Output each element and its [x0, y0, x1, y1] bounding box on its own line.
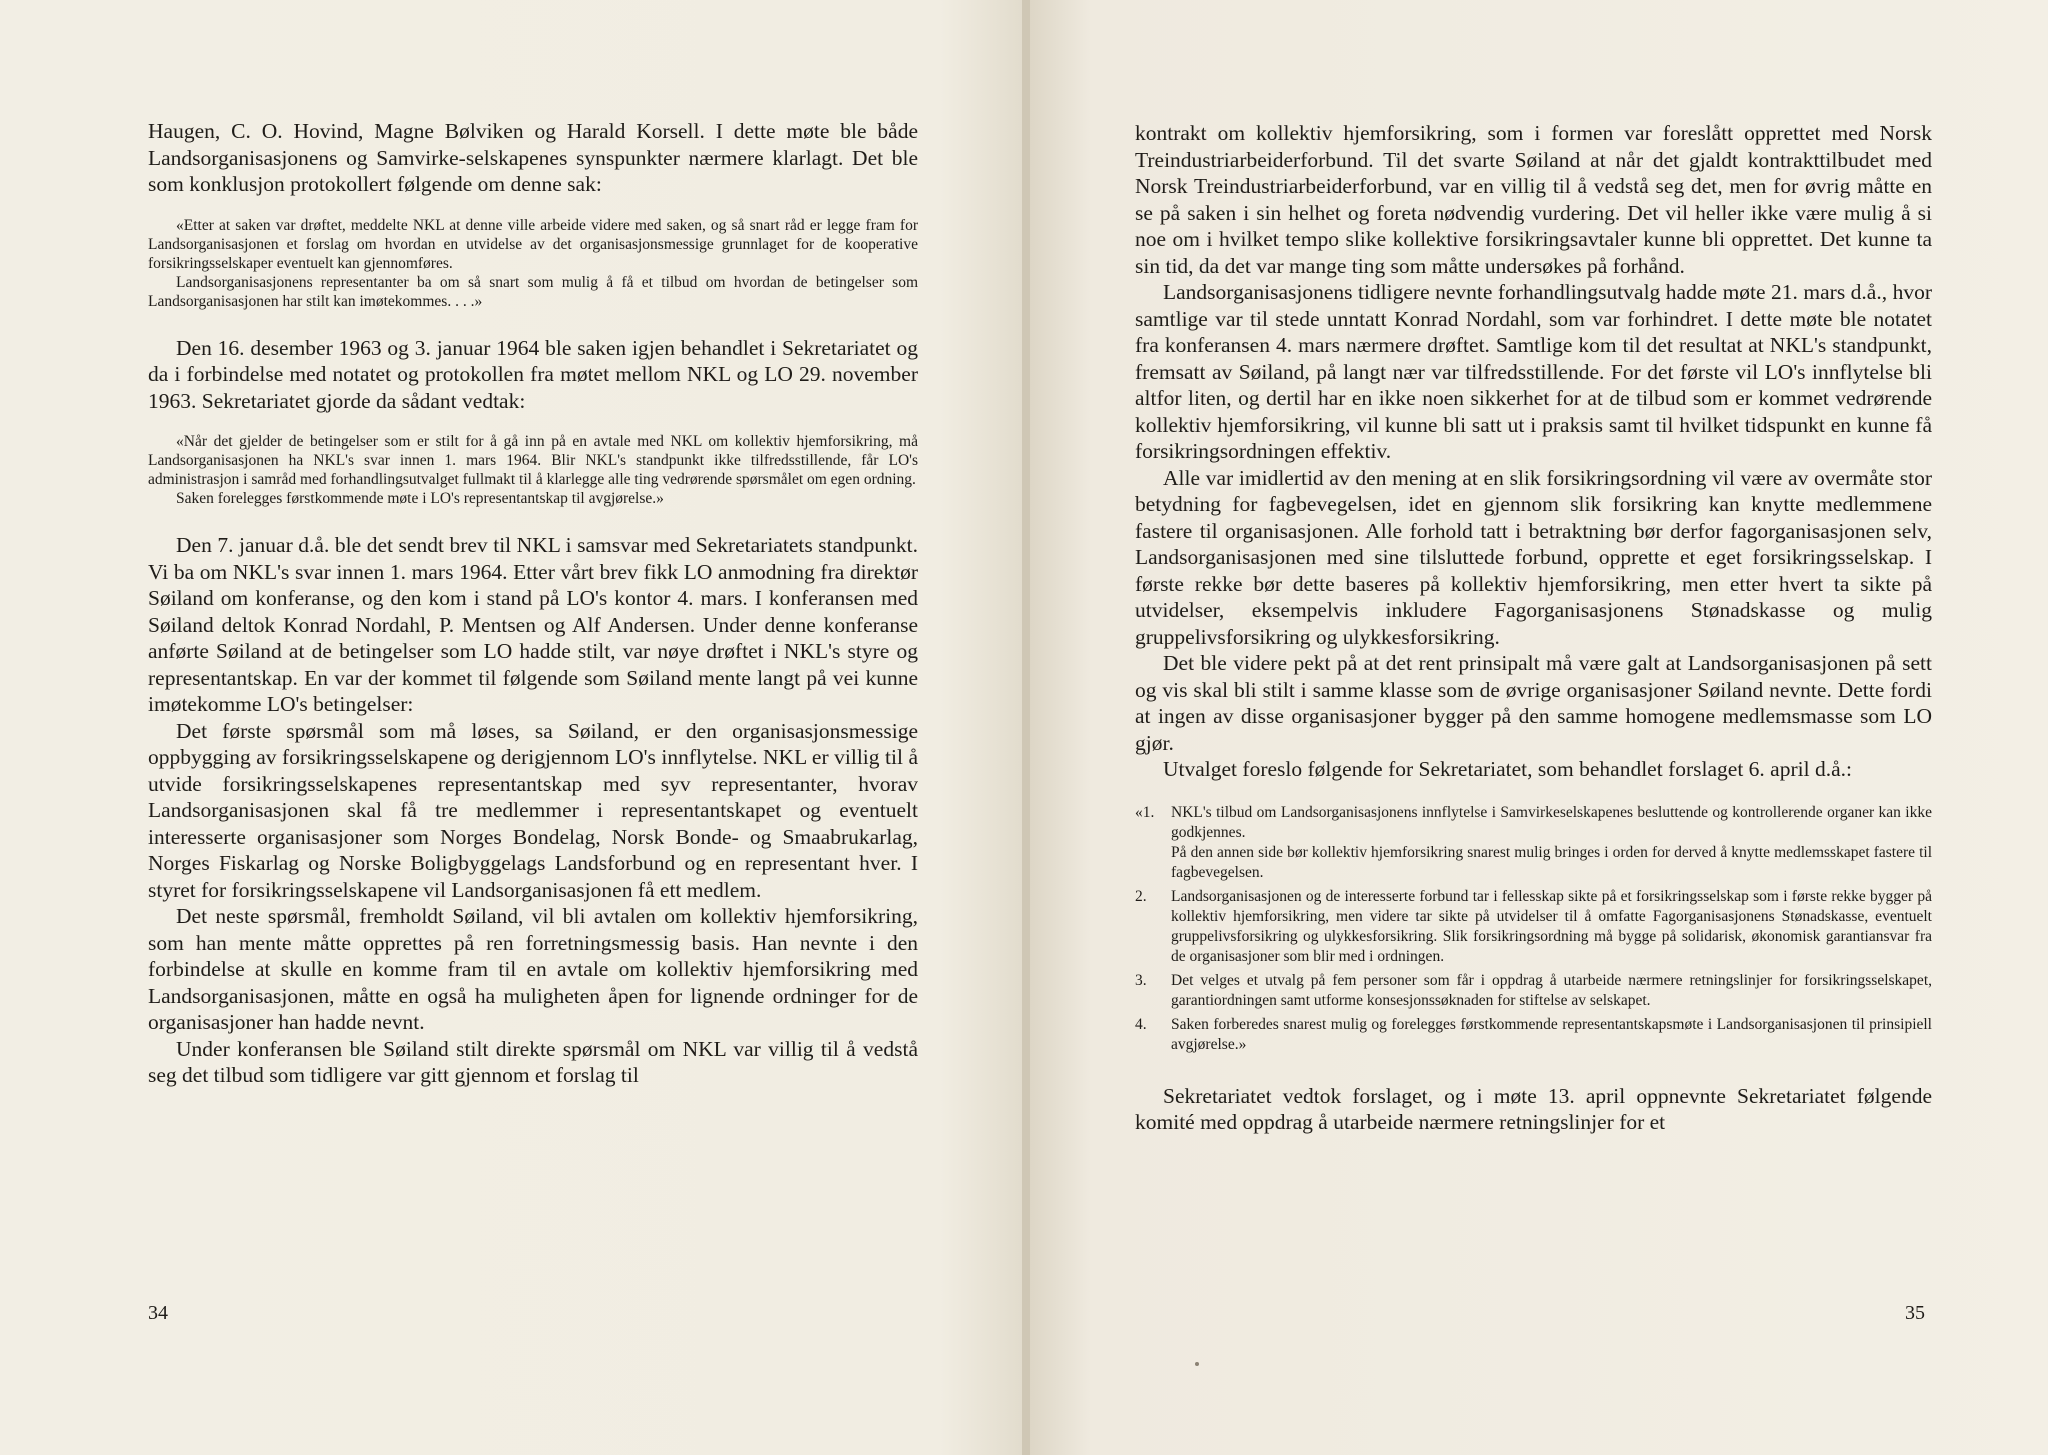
list-number: 3.	[1135, 971, 1147, 989]
quote-paragraph: «Etter at saken var drøftet, meddelte NKL at denne ville arbeide videre med saken, og så snart råd er legge fram for Landsorganisasjonen et forslag om hvordan en utvidelse av det organisasjonsmessige grunnlaget for de kooperative forsikringsselskaper eventuelt kan gjennomføres.	[148, 216, 918, 272]
list-number: «1.	[1135, 803, 1155, 821]
quote-paragraph: «Når det gjelder de betingelser som er stilt for å gå inn på en avtale med NKL om kollektiv hjemforsikring, må Landsorganisasjonen ha NKL's svar innen 1. mars 1964. Blir NKL's standpunkt ikke tilfredsstillende, får LO's administrasjon i samråd med forhandlingsutvalget fullmakt til å klarlegge alle ting vedrørende spørsmålet om egen ordning.	[148, 433, 918, 488]
block-quote	[148, 216, 918, 311]
paragraph: Den 7. januar d.å. ble det sendt brev til NKL i samsvar med Sekretariatets standpunkt. Vi ba om NKL's svar innen 1. mars 1964. Etter vårt brev fikk LO anmodning fra direktør Søiland om konferanse, og den kom i stand på LO's kontor 4. mars. I konferansen med Søiland deltok Konrad Nordahl, P. Mentsen og Alf Andersen. Under denne konferanse anførte Søiland at de betingelser som LO hadde stilt, var nøye drøftet i NKL's styre og representantskap. En var der kommet til følgende som Søiland mente langt på vei kunne imøtekomme LO's betingelser:	[148, 533, 918, 716]
left-page	[0, 0, 1022, 1455]
list-item-text: Landsorganisasjonen og de interesserte forbund tar i fellesskap sikte på et forsikringsselskap som i første rekke bygger på kollektiv hjemforsikring, men videre tar sikte på utvidelser til å omfatte Fagorganisasjonens Stønadskasse, eventuelt gruppelivsforsikring og ulykkesforsikring. Slik forsikringsordning må bygge på solidarisk, økonomisk garantiansvar fra de organisasjoner som blir med i ordningen.	[1171, 887, 1932, 965]
list-number: 2.	[1135, 887, 1147, 905]
list-item	[1135, 1015, 1932, 1055]
paragraph: Det ble videre pekt på at det rent prinsipalt må være galt at Landsorganisasjonen på sett og vis skal bli stilt i samme klasse som de øvrige organisasjoner Søiland nevnte. Dette fordi at ingen av disse organisasjoner bygger på den samme homogene medlemsmasse som LO gjør.	[1135, 651, 1932, 755]
list-item-text: NKL's tilbud om Landsorganisasjonens innflytelse i Samvirkeselskapenes besluttende og kontrollerende organer kan ikke godkjennes.	[1171, 803, 1932, 841]
paragraph: Haugen, C. O. Hovind, Magne Bølviken og Harald Korsell. I dette møte ble både Landsorganisasjonens og Samvirke-selskapenes synspunkter nærmere klarlagt. Det ble som konklusjon protokollert følgende om denne sak:	[148, 119, 918, 196]
paragraph: Den 16. desember 1963 og 3. januar 1964 ble saken igjen behandlet i Sekretariatet og da i forbindelse med notatet og protokollen fra møtet mellom NKL og LO 29. november 1963. Sekretariatet gjorde da sådant vedtak:	[148, 335, 918, 413]
right-text-column	[1135, 120, 1932, 1136]
list-number: 4.	[1135, 1015, 1147, 1033]
list-item	[1135, 803, 1932, 883]
paper-speck	[1195, 1362, 1199, 1366]
list-item-text: Det velges et utvalg på fem personer som får i oppdrag å utarbeide nærmere retningslinjer for forsikringsselskapet, garantiordningen samt utforme konsesjonssøknaden for stiftelse av selskapet.	[1171, 971, 1932, 1009]
quote-paragraph: Landsorganisasjonens representanter ba om så snart som mulig å få et tilbud om hvordan de betingelser som Landsorganisasjonen har stilt kan imøtekommes. . . .»	[148, 273, 918, 310]
quote-paragraph: Saken forelegges førstkommende møte i LO's representantskap til avgjørelse.»	[176, 490, 664, 507]
book-gutter	[1022, 0, 1030, 1455]
numbered-resolution-list	[1135, 803, 1932, 1055]
paragraph: Landsorganisasjonens tidligere nevnte forhandlingsutvalg hadde møte 21. mars d.å., hvor samtlige var til stede unntatt Konrad Nordahl, som var forhindret. I dette møte ble notatet fra konferansen 4. mars nærmere drøftet. Samtlige kom til det resultat at NKL's standpunkt, fremsatt av Søiland, på langt nær var tilfredsstillende. For det første vil LO's innflytelse bli altfor liten, og dertil har en ikke noen sikkerhet for at de tilbud som er kommet vedrørende kollektiv hjemforsikring, vil kunne bli satt ut i praksis samt til hvilket tidspunkt en kunne få forsikringsordningen effektiv.	[1135, 280, 1932, 463]
list-item-subtext: På den annen side bør kollektiv hjemforsikring snarest mulig bringes i orden for derved å knytte medlemsskapet fastere til fagbevegelsen.	[1171, 843, 1932, 881]
paragraph: Sekretariatet vedtok forslaget, og i møte 13. april oppnevnte Sekretariatet følgende komité med oppdrag å utarbeide nærmere retningslinjer for et	[1135, 1083, 1932, 1134]
right-page	[1030, 0, 2048, 1455]
page-number: 35	[1905, 1302, 1925, 1324]
list-item	[1135, 971, 1932, 1011]
page-number: 34	[148, 1302, 168, 1324]
paragraph: Det neste spørsmål, fremholdt Søiland, vil bli avtalen om kollektiv hjemforsikring, som han mente måtte opprettes på ren forretningsmessig basis. Han nevnte i den forbindelse at skulle en komme fram til en avtale om kollektiv hjemforsikring med Landsorganisasjonen, måtte en også ha muligheten åpen for lignende ordninger for de organisasjoner han hadde nevnt.	[148, 904, 918, 1034]
block-quote	[148, 432, 918, 508]
paragraph: Det første spørsmål som må løses, sa Søiland, er den organisasjonsmessige oppbygging av forsikringsselskapene og derigjennom LO's innflytelse. NKL er villig til å utvide forsikringsselskapenes representantskap med syv representanter, hvorav Landsorganisasjonen skal få tre medlemmer i representantskapet og eventuelt interesserte organisasjoner som Norges Bondelag, Norsk Bonde- og Smaabrukarlag, Norges Fiskarlag og Norske Boligbyggelags Landsforbund og en representant hver. I styret for forsikringsselskapene vil Landsorganisasjonen få ett medlem.	[148, 718, 918, 902]
list-item	[1135, 887, 1932, 967]
paragraph: Utvalget foreslo følgende for Sekretariatet, som behandlet forslaget 6. april d.å.:	[1163, 757, 1852, 781]
paragraph: Alle var imidlertid av den mening at en slik forsikringsordning vil være av overmåte stor betydning for fagbevegelsen, idet en gjennom slik forsikring kan knytte medlemmene fastere til organisasjonen. Alle forhold tatt i betraktning bør derfor fagorganisasjonen selv, Landsorganisasjonen med sine tilsluttede forbund, opprette et eget forsikringsselskap. I første rekke bør dette baseres på kollektiv hjemforsikring, men etter hvert ta sikte på utvidelser, eksempelvis inkludere Fagorganisasjonens Stønadskasse og mulig gruppelivsforsikring og ulykkesforsikring.	[1135, 465, 1932, 649]
paragraph: kontrakt om kollektiv hjemforsikring, som i formen var foreslått opprettet med Norsk Treindustriarbeiderforbund. Til det svarte Søiland at når det gjaldt kontrakttilbudet med Norsk Treindustriarbeiderforbund, var en villig til å vedstå seg det, men for øvrig måtte en se på saken i sin helhet og foreta nødvendig vurdering. Det vil heller ikke være mulig å si noe om i hvilket tempo slike kollektive forsikringsavtaler kunne bli opprettet. Det kunne ta sin tid, da det var mange ting som måtte undersøkes på forhånd.	[1135, 121, 1932, 278]
left-text-column	[148, 118, 918, 1089]
paragraph: Under konferansen ble Søiland stilt direkte spørsmål om NKL var villig til å vedstå seg det tilbud som tidligere var gitt gjennom et forslag til	[148, 1036, 918, 1087]
list-item-text: Saken forberedes snarest mulig og forelegges førstkommende representantskapsmøte i Landsorganisasjonen til prinsipiell avgjørelse.»	[1171, 1015, 1932, 1053]
